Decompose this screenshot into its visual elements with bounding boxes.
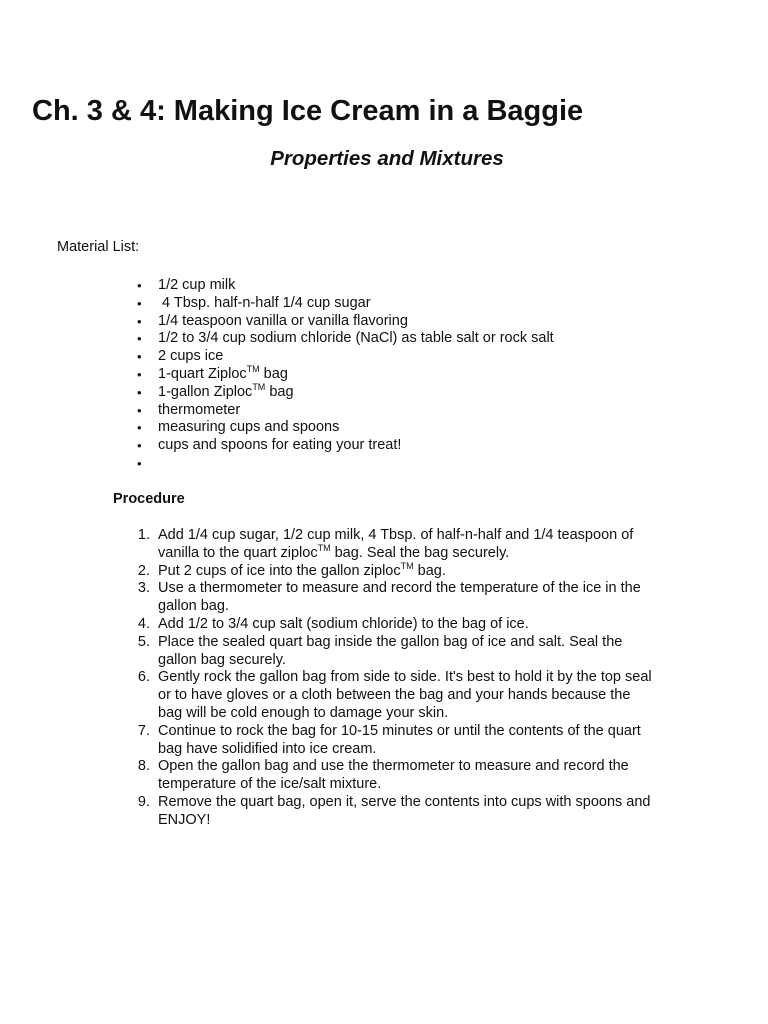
bullet-icon: • <box>137 438 142 454</box>
bullet-icon: • <box>137 420 142 436</box>
step-text: Place the sealed quart bag inside the gallon bag of ice and salt. Seal the gallon bag securely. <box>158 633 623 668</box>
material-text: cups and spoons for eating your treat! <box>158 437 402 454</box>
bullet-icon: • <box>137 402 142 418</box>
material-item <box>137 381 678 402</box>
material-text: 1-gallon Ziploc <box>158 383 253 400</box>
procedure-step <box>137 527 658 563</box>
bullet-icon: • <box>137 455 142 471</box>
material-item <box>137 401 678 420</box>
material-text-after: bag <box>265 383 294 400</box>
bullet-icon: • <box>137 384 142 400</box>
material-text: measuring cups and spoons <box>158 419 340 436</box>
procedure-step <box>137 669 658 722</box>
step-number: 6. <box>137 669 150 686</box>
step-text: Gently rock the gallon bag from side to side. It's best to hold it by the top seal or to have gloves or a cloth between the bag and your hands because the bag will be cold enough to damage your skin. <box>158 669 652 721</box>
material-item <box>137 348 678 366</box>
step-number: 5. <box>137 633 150 650</box>
step-text: Put 2 cups of ice into the gallon ziploc <box>158 562 401 579</box>
material-text: 4 Tbsp. half-n-half 1/4 cup sugar <box>158 294 371 311</box>
trademark-sup: TM <box>252 381 266 392</box>
bullet-icon: • <box>137 295 142 311</box>
material-list-label: Material List: <box>57 239 140 255</box>
step-number: 4. <box>137 615 150 632</box>
material-list <box>137 277 678 471</box>
material-text: thermometer <box>158 401 241 418</box>
step-number: 2. <box>137 562 150 579</box>
material-text-after: bag <box>259 365 288 382</box>
trademark-sup: TM <box>246 363 260 374</box>
procedure-step <box>137 793 658 830</box>
material-text: 1/2 to 3/4 cup sodium chloride (NaCl) as table salt or rock salt <box>158 330 554 347</box>
material-item <box>137 312 678 331</box>
bullet-icon: • <box>137 349 142 365</box>
procedure-list <box>137 527 658 830</box>
procedure-step <box>137 560 658 581</box>
bullet-icon: • <box>137 366 142 382</box>
material-text: 1/2 cup milk <box>158 277 236 293</box>
bullet-icon: • <box>137 313 142 329</box>
procedure-step <box>137 580 658 616</box>
trademark-sup: TM <box>317 542 331 553</box>
bullet-icon: • <box>137 278 142 293</box>
step-number: 8. <box>137 758 150 775</box>
material-item <box>137 330 678 348</box>
step-number: 9. <box>137 793 150 810</box>
document-title: Ch. 3 & 4: Making Ice Cream in a Baggie <box>32 95 584 127</box>
material-text: 1-quart Ziploc <box>158 365 247 382</box>
step-number: 7. <box>137 722 150 739</box>
document-subtitle: Properties and Mixtures <box>270 147 504 170</box>
material-text: 1/4 teaspoon vanilla or vanilla flavoring <box>158 312 408 329</box>
step-text-after: bag. Seal the bag securely. <box>330 544 510 561</box>
procedure-heading: Procedure <box>113 491 185 507</box>
trademark-sup: TM <box>400 560 414 571</box>
material-text: 2 cups ice <box>158 348 224 365</box>
material-item <box>137 277 678 295</box>
step-number: 1. <box>137 527 150 543</box>
material-item <box>137 437 678 455</box>
material-item <box>137 363 678 384</box>
step-number: 3. <box>137 580 150 597</box>
procedure-step <box>137 722 658 759</box>
material-item <box>137 419 678 437</box>
procedure-step <box>137 615 658 634</box>
step-text-after: bag. <box>413 562 446 579</box>
procedure-step <box>137 633 658 670</box>
step-text: Add 1/2 to 3/4 cup salt (sodium chloride) to the bag of ice. <box>158 615 529 632</box>
step-text: Use a thermometer to measure and record the temperature of the ice in the gallon bag. <box>158 580 641 615</box>
bullet-icon: • <box>137 331 142 347</box>
step-text: Remove the quart bag, open it, serve the contents into cups with spoons and ENJOY! <box>158 793 651 828</box>
step-text: Open the gallon bag and use the thermometer to measure and record the temperature of the ice/salt mixture. <box>158 758 629 793</box>
step-text: Continue to rock the bag for 10-15 minutes or until the contents of the quart bag have solidified into ice cream. <box>158 722 641 757</box>
material-item <box>137 294 678 313</box>
step-text: Add 1/4 cup sugar, 1/2 cup milk, 4 Tbsp. of half-n-half and 1/4 teaspoon of vanilla to the quart ziploc <box>158 527 634 561</box>
procedure-step <box>137 758 658 794</box>
